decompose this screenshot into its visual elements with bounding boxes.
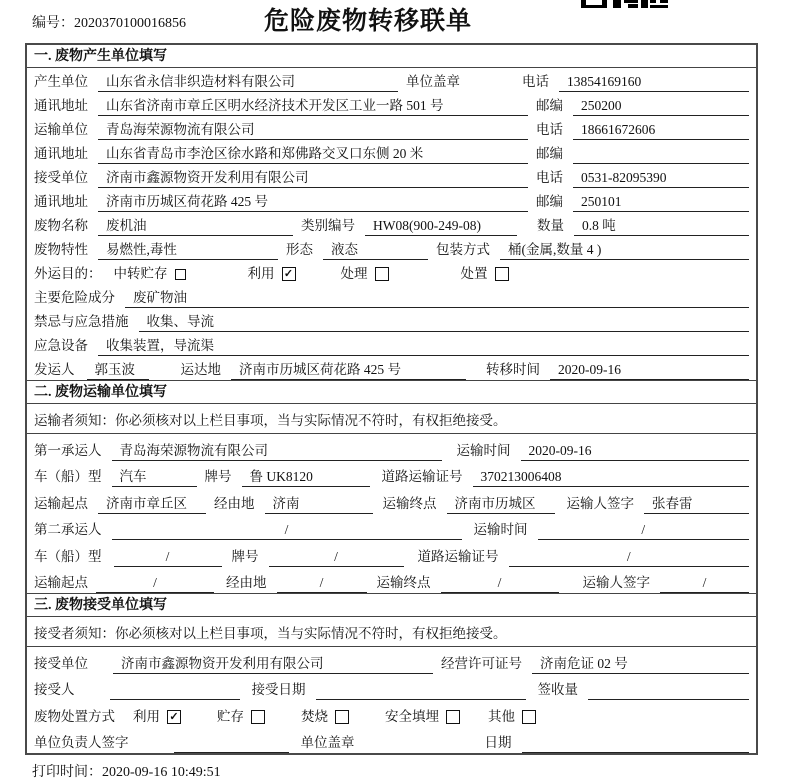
- form-row: [27, 461, 756, 488]
- field-label: 运输终点: [382, 495, 437, 511]
- field-label: 车（船）型: [34, 548, 102, 564]
- field-value-underline: 济南: [265, 492, 373, 514]
- field-value-underline: 青岛海荣源物流有限公司: [112, 439, 442, 461]
- field-label: 运输时间: [473, 522, 528, 537]
- waste-transfer-form-table: [25, 43, 758, 755]
- print-time: [32, 761, 796, 781]
- field-value-underline: /: [112, 522, 462, 540]
- field-label: 应急设备: [34, 338, 88, 353]
- field-value-underline: 收集装置，导流渠: [98, 334, 749, 356]
- form-row: [27, 308, 756, 332]
- field-value-underline: 山东省济南市章丘区明水经济技术开发区工业一路 501 号: [98, 94, 528, 116]
- field-value-underline: 山东省永信非织造材料有限公司: [98, 70, 398, 92]
- checkbox-unchecked-icon: [495, 267, 509, 281]
- qr-code-icon: [578, 0, 670, 9]
- field-value-underline: [522, 736, 750, 753]
- field-label: 道路运输证号: [381, 469, 463, 484]
- field-label: 单位盖章: [406, 74, 460, 89]
- field-value-underline: 0.8 吨: [574, 214, 749, 236]
- field-value-underline: [588, 683, 749, 700]
- field-value-underline: /: [277, 575, 367, 593]
- checkbox-label: 焚烧: [301, 708, 328, 724]
- field-label: 牌号: [231, 548, 259, 564]
- checkbox-label: 其他: [488, 708, 515, 724]
- checkbox-label: 中转贮存: [113, 266, 168, 281]
- field-value-underline: 收集、导流: [139, 310, 750, 332]
- field-value-underline: 2020-09-16: [521, 443, 750, 461]
- field-value-underline: 济南市鑫源物资开发利用有限公司: [98, 166, 528, 188]
- field-label: 车（船）型: [34, 469, 102, 484]
- field-label: 运输人签字: [566, 495, 634, 511]
- section-header: 二. 废物运输单位填写: [27, 380, 756, 404]
- field-value-underline: 汽车: [112, 465, 197, 487]
- field-label: 禁忌与应急措施: [34, 314, 129, 329]
- field-label: 外运目的：: [34, 266, 102, 281]
- checkbox-label: 利用: [247, 266, 275, 281]
- field-value-underline: /: [96, 575, 214, 593]
- field-label: 转移时间: [486, 362, 540, 377]
- field-label: 经营许可证号: [441, 655, 522, 671]
- checkbox-unchecked-icon: [251, 710, 265, 724]
- field-value-underline: /: [660, 575, 749, 593]
- form-row: [27, 116, 756, 140]
- field-label: 电话: [536, 170, 563, 185]
- field-value-underline: 13854169160: [559, 74, 749, 92]
- checkbox-label: 贮存: [217, 708, 244, 724]
- checkbox-checked-icon: ✓: [282, 267, 296, 281]
- checkbox-field: [341, 262, 389, 284]
- field-label: 日期: [484, 735, 512, 750]
- form-row: [27, 540, 756, 567]
- field-value-underline: /: [269, 549, 404, 567]
- checkbox-unchecked-icon: [446, 710, 460, 724]
- field-label: 第二承运人: [34, 522, 102, 537]
- field-value-underline: 250101: [573, 194, 749, 212]
- checkbox-field: [385, 705, 460, 727]
- field-label: 废物名称: [34, 218, 88, 233]
- checkbox-field: [301, 705, 349, 727]
- field-value-underline: 郭玉波: [87, 358, 149, 380]
- notice-text: 接受者须知：你必须核对以上栏目事项，当与实际情况不符时，有权拒绝接受。: [27, 617, 756, 647]
- field-label: 运输单位: [34, 122, 88, 137]
- checkbox-checked-icon: ✓: [167, 710, 181, 724]
- field-value-underline: 济南市章丘区: [98, 492, 206, 514]
- form-row: [27, 674, 756, 701]
- field-value-underline: 张春雷: [644, 492, 749, 514]
- field-value-underline: 废矿物油: [125, 286, 749, 308]
- form-row: [27, 514, 756, 541]
- print-time-label: 打印时间：: [32, 765, 102, 780]
- print-time-value: 2020-09-16 10:49:51: [102, 765, 221, 780]
- form-row: [27, 140, 756, 164]
- form-row: [27, 236, 756, 260]
- form-row: [27, 284, 756, 308]
- field-label: 电话: [536, 122, 563, 137]
- field-value-underline: 易燃性,毒性: [98, 238, 278, 260]
- field-value-underline: 济南市历城区: [447, 492, 555, 514]
- field-value-underline: 济南市历城区荷花路 425 号: [231, 358, 466, 380]
- field-value-underline: 液态: [323, 238, 428, 260]
- serial-label: 编号：: [32, 16, 74, 31]
- field-label: 产生单位: [34, 74, 88, 89]
- field-value-underline: 桶(金属,数量 4 ): [500, 238, 749, 260]
- field-label: 接受单位: [34, 655, 88, 671]
- page-title: 危险废物转移联单: [263, 8, 472, 35]
- field-value-underline: 0531-82095390: [573, 170, 749, 188]
- field-value-underline: 山东省青岛市李沧区徐水路和郑佛路交叉口东侧 20 米: [98, 142, 528, 164]
- field-label: 邮编: [536, 194, 563, 209]
- field-value-underline: 废机油: [98, 214, 293, 236]
- field-value-underline: 济南市历城区荷花路 425 号: [98, 190, 528, 212]
- field-value-underline: [316, 683, 526, 700]
- checkbox-label: 安全填埋: [385, 708, 439, 724]
- field-label: 邮编: [536, 146, 563, 161]
- checkbox-field: [248, 262, 296, 284]
- field-label: 电话: [522, 74, 549, 89]
- checkbox-unchecked-icon: [375, 267, 389, 281]
- checkbox-field: [461, 262, 509, 284]
- field-label: 接受日期: [251, 682, 306, 697]
- field-label: 类别编号: [301, 218, 355, 233]
- notice-text: 运输者须知：你必须核对以上栏目事项，当与实际情况不符时，有权拒绝接受。: [27, 404, 756, 434]
- page-header: [0, 0, 796, 43]
- field-label: 运达地: [180, 362, 221, 377]
- form-row: [27, 567, 756, 594]
- field-label: 经由地: [214, 495, 255, 511]
- form-row: [27, 332, 756, 356]
- form-row: [27, 212, 756, 236]
- form-row: [27, 260, 756, 284]
- field-label: 通讯地址: [34, 98, 88, 113]
- checkbox-label: 利用: [133, 708, 160, 724]
- field-value-underline: 370213006408: [473, 469, 750, 487]
- form-row: [27, 700, 756, 727]
- field-label: 废物处置方式: [34, 708, 115, 724]
- field-label: 邮编: [536, 98, 563, 113]
- checkbox-label: 处置: [460, 266, 488, 281]
- field-label: 通讯地址: [34, 146, 88, 161]
- field-label: 运输起点: [34, 575, 88, 590]
- field-label: 运输终点: [376, 575, 431, 590]
- field-label: 签收量: [537, 682, 578, 697]
- field-value-underline: 鲁 UK8120: [242, 465, 370, 487]
- checkbox-unchecked-icon: [335, 710, 349, 724]
- field-label: 单位盖章: [300, 735, 355, 750]
- form-row: [27, 727, 756, 754]
- form-row: [27, 164, 756, 188]
- form-row: [27, 434, 756, 461]
- form-row: [27, 188, 756, 212]
- field-value-underline: 济南市鑫源物资开发利用有限公司: [113, 652, 433, 674]
- serial-value: 2020370100016856: [74, 16, 186, 31]
- form-row: [27, 487, 756, 514]
- field-label: 牌号: [204, 469, 232, 484]
- field-value-underline: 2020-09-16: [550, 362, 749, 380]
- checkbox-field: [488, 705, 536, 727]
- field-label: 道路运输证号: [417, 548, 499, 564]
- field-label: 废物特性: [34, 242, 88, 257]
- form-row: [27, 92, 756, 116]
- field-value-underline: HW08(900-249-08): [365, 218, 517, 236]
- field-value-underline: [110, 683, 240, 700]
- field-value-underline: /: [441, 575, 559, 593]
- section-header: 一. 废物产生单位填写: [27, 45, 756, 68]
- field-value-underline: [573, 147, 749, 164]
- form-row: [27, 647, 756, 674]
- field-label: 第一承运人: [34, 442, 102, 458]
- checkbox-label: 处理: [340, 266, 368, 281]
- form-row: [27, 68, 756, 92]
- section-header: 三. 废物接受单位填写: [27, 593, 756, 617]
- field-value-underline: 250200: [573, 98, 749, 116]
- field-label: 数量: [537, 218, 564, 233]
- field-value-underline: 青岛海荣源物流有限公司: [98, 118, 528, 140]
- field-label: 运输起点: [34, 495, 88, 511]
- field-label: 通讯地址: [34, 194, 88, 209]
- field-label: 发运人: [34, 362, 75, 377]
- field-label: 包装方式: [436, 242, 490, 257]
- field-label: 经由地: [226, 575, 267, 590]
- checkbox-unchecked-icon: [175, 269, 186, 280]
- field-label: 运输时间: [456, 442, 511, 458]
- field-label: 运输人签字: [582, 575, 650, 590]
- field-value-underline: 18661672606: [573, 122, 749, 140]
- field-value-underline: 济南危证 02 号: [532, 652, 749, 674]
- form-row: [27, 356, 756, 380]
- field-label: 主要危险成分: [34, 290, 115, 305]
- checkbox-field: [114, 262, 186, 284]
- field-value-underline: [174, 736, 289, 753]
- field-value-underline: /: [538, 522, 750, 540]
- checkbox-field: [133, 705, 181, 727]
- checkbox-unchecked-icon: [522, 710, 536, 724]
- field-value-underline: /: [114, 549, 222, 567]
- field-label: 单位负责人签字: [34, 735, 129, 750]
- field-value-underline: /: [509, 549, 750, 567]
- field-label: 接受单位: [34, 170, 88, 185]
- field-label: 接受人: [34, 682, 75, 697]
- checkbox-field: [217, 705, 265, 727]
- field-label: 形态: [286, 242, 313, 257]
